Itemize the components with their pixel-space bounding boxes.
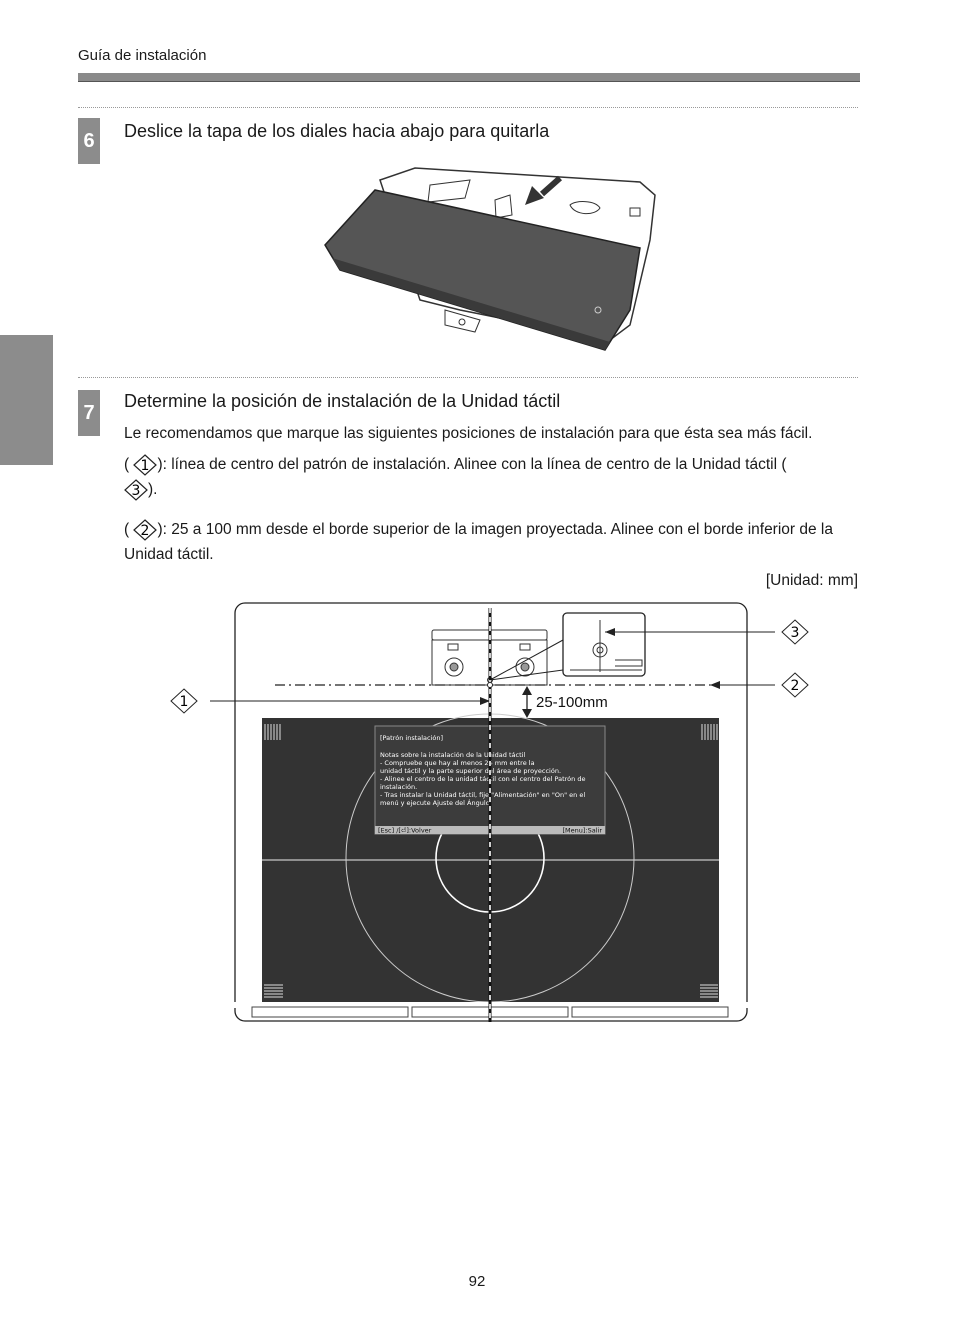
- divider: [78, 377, 858, 378]
- step-7-badge: 7: [78, 390, 100, 436]
- osd-line: - Tras instalar la Unidad táctil, fije "Alimentación" en "On" en el: [380, 791, 586, 799]
- osd-line: menú y ejecute Ajuste del Ángulo.: [380, 799, 492, 807]
- svg-text:2: 2: [141, 522, 150, 539]
- osd-footer-right: [Menu]:Salir: [562, 826, 602, 835]
- step-7-intro: Le recomendamos que marque las siguientes posiciones de instalación para que ésta sea más fácil.: [124, 425, 813, 442]
- side-tab: [0, 335, 53, 465]
- osd-line: - Compruebe que hay al menos 25 mm entre la: [380, 759, 535, 767]
- header-rule: [78, 73, 860, 82]
- marker-1-label: 1: [179, 694, 189, 710]
- step-6-title: Deslice la tapa de los diales hacia abajo para quitarla: [124, 121, 550, 141]
- installation-diagram: [170, 600, 820, 1025]
- osd-line: unidad táctil y la parte superior del área de proyección.: [380, 767, 562, 775]
- marker-2-icon: [133, 519, 157, 541]
- svg-text:3: 3: [131, 482, 141, 499]
- divider: [78, 107, 858, 108]
- svg-text:1: 1: [141, 457, 150, 474]
- osd-title: [Patrón instalación]: [380, 734, 444, 742]
- distance-label: 25-100mm: [536, 694, 608, 711]
- osd-footer-left: [Esc] /[⏎]:Volver: [378, 826, 432, 835]
- unit-note: [Unidad: mm]: [765, 572, 858, 589]
- step-7-title: Determine la posición de instalación de la Unidad táctil: [124, 391, 561, 411]
- osd-line: instalación.: [380, 783, 418, 791]
- marker-3-label: 3: [790, 625, 800, 641]
- step-7-point-2: ( 2 ): 25 a 100 mm desde el borde superior de la imagen proyectada. Alinee con el borde inferior de la Unidad táctil.: [124, 517, 860, 567]
- marker-3-icon: [124, 479, 148, 501]
- marker-2-label: 2: [790, 678, 800, 694]
- osd-heading: Notas sobre la instalación de la Unidad táctil: [380, 751, 526, 759]
- osd-line: - Alinee el centro de la unidad táctil con el centro del Patrón de: [380, 775, 586, 783]
- step-7-point-1: ( 1 ): línea de centro del patrón de instalación. Alinee con la línea de centro de la Unidad táctil ( 3 ).: [124, 452, 860, 502]
- header-title: Guía de instalación: [78, 47, 207, 64]
- dial-cover-illustration: [320, 160, 665, 360]
- marker-1-icon: [133, 454, 157, 476]
- step-6-badge: 6: [78, 118, 100, 164]
- page-number: 92: [468, 1273, 486, 1290]
